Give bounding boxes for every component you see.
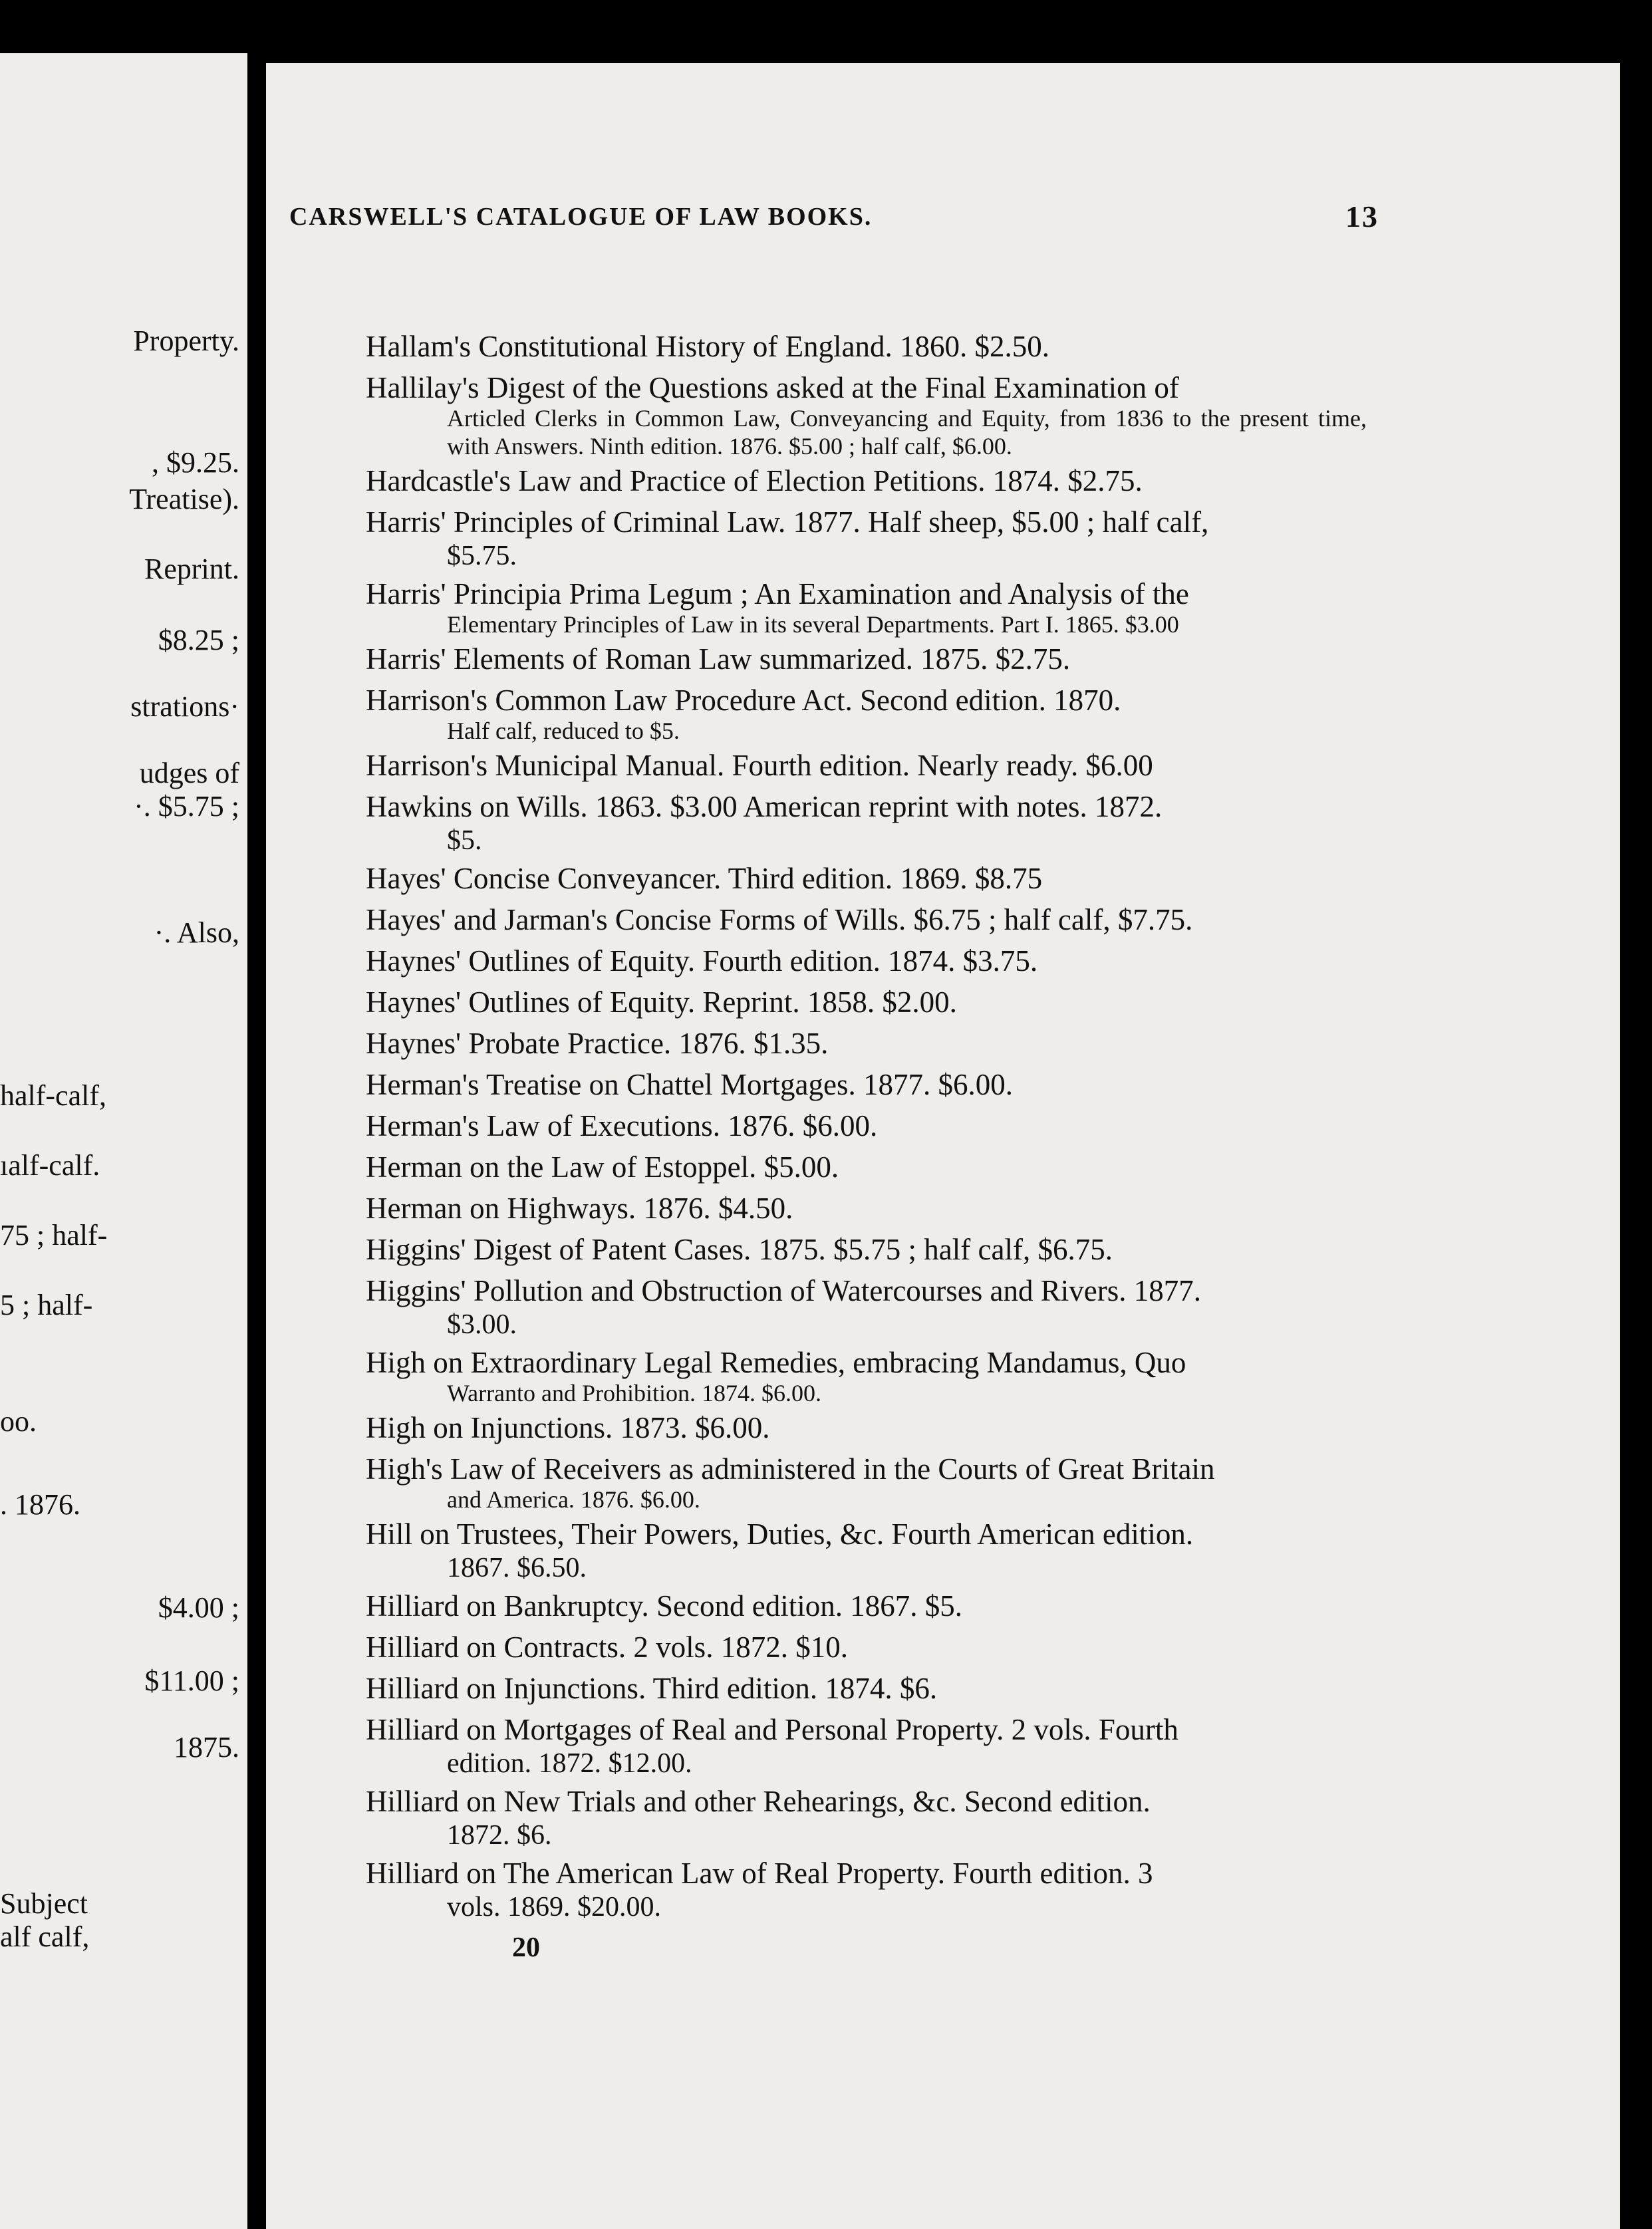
entry-continuation: $5.75. — [447, 541, 517, 571]
left-fragment: strations· — [130, 690, 239, 723]
catalogue-entry — [366, 326, 1367, 367]
catalogue-entry — [366, 1627, 1367, 1668]
catalogue-entry — [366, 1023, 1367, 1064]
entry-title: High on Extraordinary Legal Remedies, embracing Mandamus, Quo — [366, 1346, 1186, 1379]
left-fragment: 5 ; half- — [0, 1289, 93, 1321]
entry-title: Hawkins on Wills. 1863. $3.00 American reprint with notes. 1872. — [366, 790, 1163, 823]
catalogue-entry — [366, 501, 1367, 573]
entry-title: Hilliard on Injunctions. Third edition. 1874. $6. — [366, 1672, 938, 1705]
catalogue-entry — [366, 745, 1367, 786]
page-edge — [1620, 0, 1652, 2229]
entry-continuation: Articled Clerks in Common Law, Conveyancing and Equity, from 1836 to the present time, with Answers. Ninth edition. 1876. $5.00 ; half calf, $6.00. — [447, 405, 1367, 459]
catalogue-entry — [366, 1709, 1367, 1781]
entry-title: Hardcastle's Law and Practice of Election Petitions. 1874. $2.75. — [366, 464, 1143, 497]
entry-title: Herman's Law of Executions. 1876. $6.00. — [366, 1109, 878, 1142]
left-fragment: half-calf, — [0, 1079, 106, 1112]
entry-title: Hayes' Concise Conveyancer. Third edition. 1869. $8.75 — [366, 862, 1043, 895]
catalogue-entry — [366, 1668, 1367, 1709]
entry-title: Hallam's Constitutional History of England. 1860. $2.50. — [366, 330, 1050, 363]
catalogue-entry — [366, 573, 1367, 638]
catalogue-entries — [366, 326, 1367, 1924]
left-fragment: udges of — [139, 757, 239, 789]
entry-continuation: $5. — [447, 825, 482, 856]
entry-title: Hayes' and Jarman's Concise Forms of Wills. $6.75 ; half calf, $7.75. — [366, 903, 1193, 936]
entry-title: Herman's Treatise on Chattel Mortgages. 1877. $6.00. — [366, 1068, 1013, 1101]
left-fragment: , $9.25. — [152, 446, 239, 479]
left-fragment: Reprint. — [144, 553, 239, 585]
entry-title: Higgins' Digest of Patent Cases. 1875. $5.75 ; half calf, $6.75. — [366, 1233, 1113, 1266]
entry-title: High's Law of Receivers as administered in the Courts of Great Britain — [366, 1452, 1215, 1486]
left-fragment: ·. Also, — [154, 916, 239, 949]
catalogue-entry — [366, 1064, 1367, 1105]
catalogue-entry — [366, 1146, 1367, 1188]
catalogue-entry — [366, 858, 1367, 899]
left-fragment: Subject — [0, 1887, 88, 1920]
entry-continuation: Warranto and Prohibition. 1874. $6.00. — [447, 1380, 822, 1406]
entry-continuation: edition. 1872. $12.00. — [447, 1748, 692, 1779]
entry-continuation: $3.00. — [447, 1309, 517, 1340]
entry-continuation: 1872. $6. — [447, 1820, 552, 1851]
entry-title: Harris' Principles of Criminal Law. 1877. Half sheep, $5.00 ; half calf, — [366, 505, 1209, 539]
catalogue-entry — [366, 367, 1367, 460]
printer-signature: 20 — [512, 1932, 540, 1963]
left-fragment: $11.00 ; — [144, 1664, 239, 1697]
catalogue-entry — [366, 1448, 1367, 1513]
entry-continuation: vols. 1869. $20.00. — [447, 1892, 662, 1922]
entry-continuation: Half calf, reduced to $5. — [447, 718, 680, 744]
entry-title: Haynes' Probate Practice. 1876. $1.35. — [366, 1027, 829, 1060]
catalogue-entry — [366, 899, 1367, 940]
entry-title: Higgins' Pollution and Obstruction of Watercourses and Rivers. 1877. — [366, 1274, 1202, 1307]
left-fragment: 75 ; half- — [0, 1219, 108, 1251]
entry-continuation: and America. 1876. $6.00. — [447, 1486, 700, 1513]
entry-title: Hill on Trustees, Their Powers, Duties, &c. Fourth American edition. — [366, 1517, 1194, 1551]
catalogue-entry — [366, 982, 1367, 1023]
entry-title: Hilliard on Bankruptcy. Second edition. 1867. $5. — [366, 1589, 962, 1623]
entry-title: Hilliard on The American Law of Real Property. Fourth edition. 3 — [366, 1857, 1153, 1890]
catalogue-entry — [366, 1105, 1367, 1146]
entry-title: Haynes' Outlines of Equity. Reprint. 1858. $2.00. — [366, 985, 957, 1019]
entry-continuation: 1867. $6.50. — [447, 1553, 587, 1583]
entry-title: Hallilay's Digest of the Questions asked at the Final Examination of — [366, 371, 1179, 404]
entry-title: Herman on the Law of Estoppel. $5.00. — [366, 1150, 839, 1184]
catalogue-entry — [366, 680, 1367, 745]
left-fragment: ıalf-calf. — [0, 1149, 100, 1182]
entry-title: Hilliard on Mortgages of Real and Personal Property. 2 vols. Fourth — [366, 1713, 1178, 1746]
left-fragment: $4.00 ; — [158, 1591, 239, 1624]
catalogue-entry — [366, 460, 1367, 501]
catalogue-entry — [366, 638, 1367, 680]
catalogue-entry — [366, 1188, 1367, 1229]
left-fragment: 1875. — [174, 1731, 239, 1764]
catalogue-entry — [366, 786, 1367, 858]
page-number: 13 — [1345, 199, 1379, 233]
left-fragment: . 1876. — [0, 1488, 80, 1521]
catalogue-entry — [366, 940, 1367, 982]
catalogue-entry — [366, 1513, 1367, 1585]
entry-title: Haynes' Outlines of Equity. Fourth edition. 1874. $3.75. — [366, 944, 1038, 978]
left-fragment: alf calf, — [0, 1920, 90, 1953]
book-gutter — [247, 0, 266, 2229]
entry-title: Hilliard on Contracts. 2 vols. 1872. $10. — [366, 1631, 848, 1664]
left-fragment: Property. — [133, 325, 239, 357]
entry-title: Harrison's Municipal Manual. Fourth edition. Nearly ready. $6.00 — [366, 749, 1153, 782]
entry-title: Herman on Highways. 1876. $4.50. — [366, 1192, 793, 1225]
catalogue-entry — [366, 1270, 1367, 1342]
catalogue-entry — [366, 1407, 1367, 1448]
left-fragment: $8.25 ; — [158, 624, 239, 656]
entry-title: High on Injunctions. 1873. $6.00. — [366, 1411, 770, 1444]
entry-continuation: Elementary Principles of Law in its several Departments. Part I. 1865. $3.00 — [447, 611, 1179, 638]
catalogue-entry — [366, 1781, 1367, 1853]
entry-title: Harris' Principia Prima Legum ; An Examination and Analysis of the — [366, 577, 1189, 610]
facing-page-fragment — [0, 53, 247, 2229]
catalogue-entry — [366, 1342, 1367, 1407]
entry-title: Harris' Elements of Roman Law summarized. 1875. $2.75. — [366, 642, 1071, 676]
entry-title: Harrison's Common Law Procedure Act. Second edition. 1870. — [366, 684, 1121, 717]
left-fragment: oo. — [0, 1405, 37, 1438]
catalogue-entry — [366, 1853, 1367, 1924]
catalogue-entry — [366, 1585, 1367, 1627]
left-fragment: ·. $5.75 ; — [134, 790, 239, 823]
catalogue-entry — [366, 1229, 1367, 1270]
entry-title: Hilliard on New Trials and other Rehearings, &c. Second edition. — [366, 1785, 1151, 1818]
left-fragment: Treatise). — [129, 483, 239, 515]
running-title: CARSWELL'S CATALOGUE OF LAW BOOKS. — [289, 203, 873, 231]
